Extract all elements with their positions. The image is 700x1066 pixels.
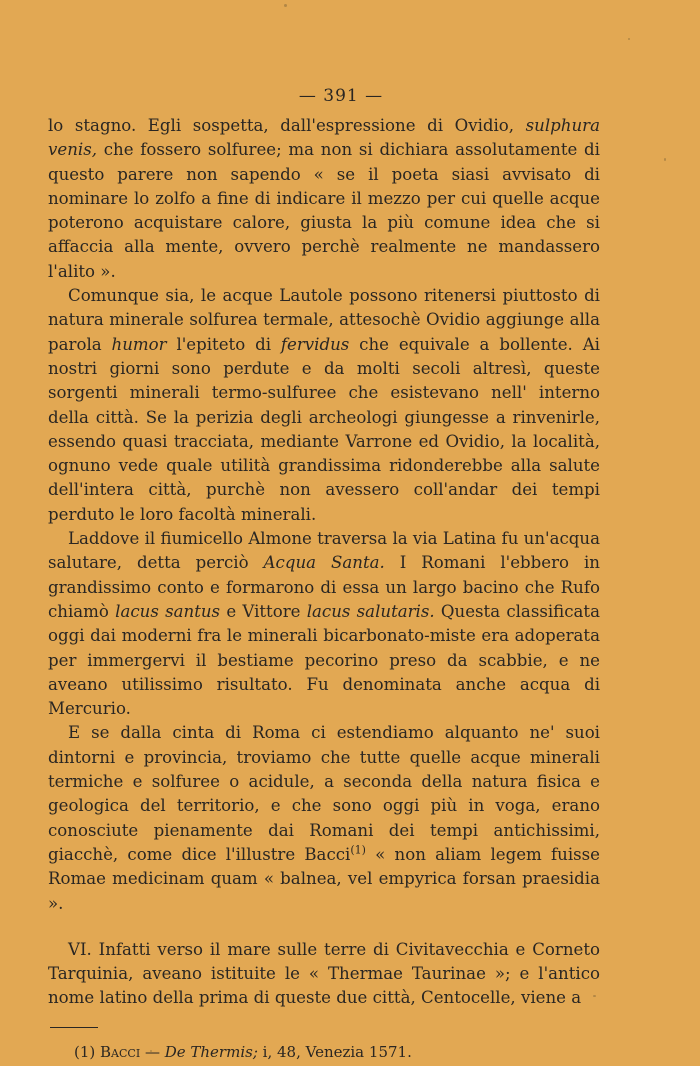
footnote-dash: —: [140, 1042, 165, 1061]
italic-text: Acqua Santa.: [263, 553, 385, 573]
text-run: lo stagno. Egli sospetta, dall'espressione di Ovidio,: [48, 116, 526, 135]
footnote-details: i, 48, Venezia 1571.: [257, 1042, 412, 1061]
page-number: — 391 —: [298, 86, 384, 106]
text-run: Laddove il fiumicello Almone traversa la via Latina fu un'acqua salutare, detta perciò: [48, 529, 600, 573]
italic-text: lacus salutaris.: [306, 601, 435, 621]
footnote-author: Bacci: [100, 1042, 141, 1061]
text-run: e Vittore: [220, 601, 307, 621]
italic-text: humor: [111, 334, 167, 354]
text-run: « non aliam legem fuisse Romae medicinam quam « balnea, vel empyrica forsan praesidia ».: [48, 844, 600, 913]
text-run: che equivale a bollente. Ai nostri giorni sono perdute e da molti secoli altresì, queste sorgenti minerali termo-sulfuree che esistevano nell' interno della città. Se la perizia degli archeologi giungesse a rinvenirle, essendo quasi tracciata, mediante Varrone ed Ovidio, la località, ognuno vede quale utilità grandissima ridonderebbe alla salute dell'intera città, purchè non avessero coll'andar dei tempi perduto le loro facoltà minerali.: [48, 334, 600, 524]
text-run: I Romani l'ebbero in grandissimo conto e formarono di essa un largo bacino che Rufo chiamò: [48, 553, 600, 621]
text-run: E se dalla cinta di Roma ci estendiamo alquanto ne' suoi dintorni e provincia, troviamo che tutte quelle acque minerali termiche e solfuree o acidule, a seconda della natura fisica e geologica del territorio, e che sono oggi più in voga, erano conosciute pienamente dai Romani dei tempi antichissimi, giacchè, come dice l'illustre Bacci: [48, 723, 600, 864]
footnote-number: (1): [74, 1042, 101, 1061]
text-run: l'epiteto di: [166, 334, 281, 354]
section-gap: [48, 916, 600, 938]
paragraph-5: [48, 938, 600, 1011]
paper-speck: [628, 38, 630, 40]
text-run: Questa classificata oggi dai moderni fra le minerali bicarbonato-miste era adoperata per immergervi il bestiame pecorino preso da scabbie, e ne aveano utilissimo risultato. Fu denominata anche acqua di Mercurio.: [48, 601, 600, 719]
footnote-title: De Thermis;: [164, 1042, 258, 1061]
italic-text: lacus santus: [115, 601, 221, 621]
paragraph-2: [48, 284, 600, 527]
text-run: Comunque sia, le acque Lautole possono ritenersi piuttosto di natura minerale solfurea termale, attesochè Ovidio aggiunge alla parola: [48, 286, 600, 354]
paragraph-1: [48, 114, 600, 284]
italic-text: sulphura venis,: [48, 116, 600, 160]
text-run: VI. Infatti verso il mare sulle terre di Civitavecchia e Corneto Tarquinia, aveano istituite le « Thermae Taurinae »; e l'antico nome latino della prima di queste due città, Centocelle, viene a: [48, 939, 600, 1008]
paragraph-4: [48, 721, 600, 915]
italic-text: fervidus: [280, 334, 350, 354]
paragraph-3: [48, 527, 600, 721]
text-run: che fossero solfuree; ma non si dichiara assolutamente di questo parere non sapendo « se il poeta siasi avvisato di nominare lo zolfo a fine di indicare il mezzo per cui quelle acque poterono acquistare calore, giusta la più comune idea che si affaccia alla mente, ovvero perchè realmente ne mandassero l'alito ».: [48, 140, 600, 281]
paper-speck: [664, 158, 666, 161]
book-page: [48, 86, 600, 1062]
footnote-rule: [50, 1027, 98, 1028]
footnote: [74, 1042, 600, 1062]
paper-speck: [284, 4, 287, 7]
footnote-reference: (1): [350, 843, 366, 857]
